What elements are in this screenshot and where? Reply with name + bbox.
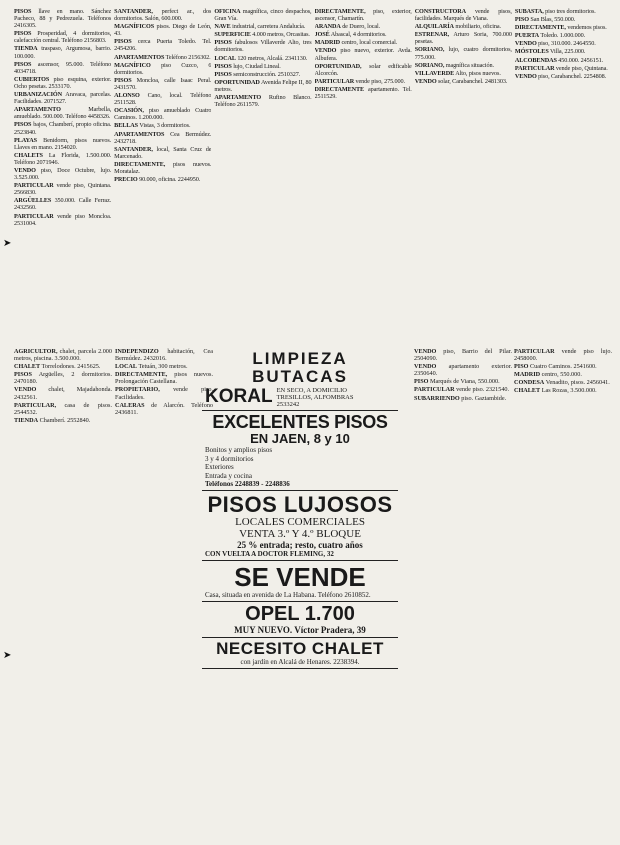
classified-ad — [14, 402, 112, 416]
classified-ad-lead: PISO — [514, 363, 529, 371]
classified-ad-text: piso, Doce Octubre, lujo. 3.525.000. — [14, 166, 112, 182]
classified-ad-lead: PROPIETARIO, — [115, 386, 160, 394]
classified-ad — [114, 54, 211, 61]
classified-ad-lead: APARTAMENTOS — [114, 53, 165, 61]
classified-ad-text: chalet, parcela 2.000 metros, piscina. 3.500.000. — [14, 348, 112, 363]
classified-ad — [515, 73, 612, 80]
classified-ad — [115, 371, 213, 385]
classified-ad-text: 350.000. Calle Ferraz. 2432560. — [14, 197, 112, 212]
classified-ad — [315, 39, 412, 46]
classified-ad-lead: PRECIO — [114, 176, 138, 184]
classified-ad-lead: NAVE — [214, 23, 231, 31]
classified-ad-text: piso Cuzco, 6 dormitorios. — [114, 61, 212, 76]
classified-ad-lead: PISOS — [214, 70, 232, 78]
classified-ad-lead: VENDO — [414, 77, 437, 85]
classified-ad — [14, 61, 111, 75]
classified-ad-lead: SUBARRIENDO — [414, 394, 460, 402]
classified-ad-lead: CHALETS — [14, 151, 43, 159]
classified-ad-text: Benidorm, pisos nuevos. Llaves en mano. 2154020. — [14, 136, 112, 151]
ad-lujo-title: PISOS LUJOSOS — [207, 492, 393, 517]
classified-ad-lead: OCASIÓN, — [114, 107, 144, 115]
classified-ad-text: bajos, Chamberí, propio oficina. 2523840. — [14, 121, 112, 136]
classified-ad-text: habitación, Cea Bermúdez. 2432016. — [115, 348, 213, 363]
classified-ad — [114, 122, 211, 129]
ad-lujo-terms: 25 % entrada; resto, cuatro años — [237, 540, 363, 550]
classified-ad-lead: ARANDA — [314, 23, 341, 31]
ad-chalet-title: NECESITO CHALET — [216, 639, 384, 658]
classified-ad-text: piso, exterior, ascensor, Chamartín. — [314, 8, 412, 23]
classified-ad-text: Abascal, 4 dormitorios. — [330, 31, 387, 39]
lower-column-6 — [514, 348, 612, 838]
classified-ad-lead: PISOS — [14, 121, 32, 129]
classified-ad — [114, 146, 211, 160]
classified-ad-lead: DIRECTAMENTE, — [514, 24, 566, 32]
classified-ad — [115, 386, 213, 400]
classified-ad-text: vende piso, Quintana. — [555, 64, 608, 72]
classified-ad-text: Marbella, amueblado. 500.000. Teléfono 4458326. — [14, 106, 112, 121]
classified-ad-text: San Blas, 550.000. — [530, 16, 576, 24]
classified-ad-text: 120 metros, Alcalá. 2341130. — [237, 54, 308, 62]
classified-ad-lead: MAGNÍFICO — [114, 61, 151, 69]
classified-ad-text: fabulosos Villaverde Alto, tres dormitorios. — [214, 39, 312, 54]
classified-ad-lead: CONDESA — [514, 379, 545, 387]
classified-ad — [14, 348, 112, 362]
classified-ad — [14, 76, 111, 90]
classified-ad — [14, 152, 111, 166]
margin-arrow-icon: ➤ — [3, 650, 12, 661]
ad-lujo-sub: LOCALES COMERCIALES — [235, 516, 365, 528]
classified-ad — [115, 363, 213, 370]
classified-ad-lead: URBANIZACIÓN — [14, 91, 62, 99]
classified-ad — [214, 71, 311, 78]
ad-limpieza-line2: TRESILLOS, ALFOMBRAS — [276, 393, 354, 401]
classified-ad-lead: LOCAL — [214, 54, 236, 62]
classified-ad-text: mobiliario, oficina. — [455, 23, 501, 31]
classified-ad — [114, 92, 211, 106]
classified-ad-text: piso, 310.000. 2464550. — [538, 40, 596, 48]
classified-ad-lead: VENDO — [414, 363, 437, 371]
classified-ad-text: vende piso. 2321540. — [456, 386, 510, 394]
classified-ad-lead: SUPERFICIE — [214, 31, 251, 39]
classified-ad — [315, 86, 412, 100]
classified-ad-text: Aravaca, parcelas. Facilidades. 2071527. — [14, 91, 112, 106]
classified-ad — [14, 91, 111, 105]
classified-ad-lead: VILLAVERDE — [414, 69, 455, 77]
classified-ad-lead: SUBASTA, — [514, 8, 544, 15]
classified-ad-lead: TIENDA — [14, 45, 38, 53]
classified-ad — [214, 94, 311, 108]
classified-ad-text: Cea Bermúdez. 2432718. — [114, 130, 212, 145]
classified-ad — [14, 137, 111, 151]
classified-ad-text: Avenida Felipe II, 80 metros. — [214, 78, 312, 93]
classified-ad-text: magnífica situación. — [445, 61, 494, 69]
classified-ad-lead: PARTICULAR, — [14, 401, 57, 409]
classified-ad — [415, 31, 512, 45]
classified-ad-text: apartamento. Tel. 2511529. — [314, 85, 412, 101]
classified-ad — [414, 386, 512, 393]
classified-ad-text: traspaso, Argumosa, barrio. 100.000. — [14, 45, 112, 60]
classified-ad — [114, 131, 211, 145]
classified-ad-text: piso amueblado Cuatro Caminos. 1.200.000. — [114, 107, 212, 122]
classified-ad-text: Venadito, pisos. 2456041. — [545, 379, 610, 387]
ad-lujo-line: CON VUELTA A DOCTOR FLEMING, 32 — [205, 550, 334, 558]
ad-opel — [202, 602, 398, 638]
classified-ad — [14, 213, 111, 227]
classified-ad — [515, 40, 612, 47]
classified-ad-text: solar edificable Alcorcón. — [314, 62, 412, 77]
classified-ad-lead: PISO — [414, 378, 429, 386]
ad-excel-item: Exteriores — [205, 463, 234, 471]
ad-pisos-lujosos — [202, 491, 398, 561]
classified-ad-text: Marqués de Viana, 550.000. — [430, 378, 500, 386]
classified-ad-text: vende pisos, facilidades. Marqués de Viana. — [414, 8, 512, 23]
classified-ad — [14, 386, 112, 400]
classified-ad — [415, 46, 512, 60]
classified-ad-lead: VENDO — [514, 72, 537, 80]
ad-vende-title: SE VENDE — [234, 562, 366, 592]
classified-ad-lead: PISOS — [14, 60, 32, 68]
classified-ad-text: piso, Barrio del Pilar. 2504090. — [414, 348, 512, 363]
classified-ad — [14, 363, 112, 370]
classified-ad-lead: APARTAMENTO — [214, 94, 262, 102]
classified-ad-text: vende piso, 275.000. — [355, 77, 405, 85]
classified-ad-text: Torrelodones. 2415625. — [41, 363, 101, 371]
classified-ad-text: Villa, 225.000. — [550, 48, 586, 56]
classified-ad — [515, 32, 612, 39]
classified-ad — [415, 62, 512, 69]
classifieds-upper-columns — [14, 8, 612, 348]
classified-ad-text: vende piso lujo. 2458000. — [514, 348, 612, 363]
classified-ad — [515, 16, 612, 23]
classified-ad — [214, 31, 311, 38]
classified-ad-text: industrial, carretera Andalucía. — [232, 23, 306, 31]
classified-ad-lead: PISOS — [214, 62, 232, 70]
classified-ad-lead: ALCOBENDAS — [514, 56, 557, 64]
classified-ad-text: piso nuevo, exterior. Avda. Albufera. — [314, 47, 412, 62]
classified-ad — [214, 8, 311, 22]
ad-chalet-text: con jardín en Alcalá de Henares. 2238394. — [240, 658, 360, 666]
classified-ad-text: 450.000. 2456151. — [558, 56, 604, 64]
classified-ad-lead: PARTICULAR — [514, 64, 555, 72]
ad-excel-item: Bonitos y amplios pisos — [205, 446, 273, 454]
column-6 — [515, 8, 612, 348]
classified-ad-lead: VENDO — [414, 348, 437, 355]
classified-ad-lead: OPORTUNIDAD, — [314, 62, 362, 70]
classified-ad — [114, 176, 211, 183]
classified-ad — [514, 363, 612, 370]
classified-ad — [14, 197, 111, 211]
ad-opel-title: OPEL 1.700 — [245, 603, 355, 625]
classified-ad — [14, 45, 111, 59]
classified-ad — [114, 8, 211, 22]
classified-ad-text: magnífica, cinco despachos, Gran Vía. — [214, 8, 312, 23]
classified-ad — [414, 395, 512, 402]
ad-excel-item: 3 y 4 dormitorios — [205, 454, 254, 463]
column-1 — [14, 8, 111, 348]
classified-ad — [214, 79, 311, 93]
classified-ad-lead: OPORTUNIDAD — [214, 78, 260, 86]
ad-excel-item: Entrada y cocina — [205, 471, 253, 480]
classified-ad — [315, 63, 412, 77]
ad-excelentes-pisos — [202, 411, 398, 491]
classified-ad-text: ascensor, 95.000. Teléfono 4034718. — [14, 60, 112, 75]
classified-ad-lead: PLAYAS — [14, 136, 38, 144]
classified-ad — [114, 161, 211, 175]
classified-ad-text: centro, local comercial. — [341, 39, 398, 47]
classified-ad — [315, 47, 412, 61]
classified-ad-lead: APARTAMENTOS — [114, 130, 165, 138]
classified-ad — [315, 78, 412, 85]
classified-ad-text: llave en mano. Sánchez Pacheco, 88 y Pedrezuela. Teléfonos 2416305. — [14, 8, 112, 30]
classified-ad-lead: PARTICULAR — [514, 348, 555, 355]
classified-ad — [415, 8, 512, 22]
lower-column-5 — [414, 348, 512, 838]
classified-ad-text: Cuatro Caminos. 2541600. — [530, 363, 597, 371]
classified-ad-text: Arturo Soria, 700.000 pesetas. — [414, 31, 512, 46]
classified-ad — [14, 182, 111, 196]
classified-ad-text: lujo, Ciudad Lineal. — [233, 62, 281, 70]
classified-ad-text: cerca Puerta Toledo. Tel. 2454206. — [114, 38, 212, 53]
ad-excel-sub: EN JAEN, 8 y 10 — [250, 431, 350, 446]
classified-ad-text: Las Rozas, 3.500.000. — [541, 387, 597, 395]
classified-ad-text: piso. Gaztambide. — [461, 394, 507, 402]
classified-ad-lead: SANTANDER, — [114, 145, 153, 153]
classified-ad-lead: ALQUILARÍA — [414, 23, 454, 31]
classified-ad — [115, 402, 213, 416]
classified-ad-lead: MAGNÍFICOS — [114, 23, 155, 31]
ad-vende-text: Casa, situada en avenida de La Habana. Teléfono 2610852. — [205, 591, 371, 599]
classified-ad — [114, 77, 211, 91]
classified-ad-text: Argüelles, 2 dormitorios. 2470180. — [14, 371, 112, 386]
classified-ad — [214, 23, 311, 30]
classified-ad-lead: PARTICULAR — [314, 77, 355, 85]
classified-ad-lead: AGRICULTOR, — [14, 348, 58, 355]
classified-ad — [14, 106, 111, 120]
classified-ad-lead: DIRECTAMENTE, — [114, 160, 166, 168]
classified-ad-lead: MÓSTOLES — [514, 48, 549, 56]
classified-ad-lead: JOSÉ — [314, 31, 330, 39]
classified-ad-text: vende piso. Facilidades. — [115, 386, 213, 401]
classified-ad — [214, 39, 311, 53]
classified-ad-text: Chamberí. 2552840. — [39, 416, 91, 424]
classified-ad — [115, 348, 213, 362]
classified-ad-lead: PARTICULAR — [14, 212, 54, 220]
classified-ad — [214, 55, 311, 62]
classified-ad-lead: DIRECTAMENTE, — [314, 8, 366, 15]
classified-ad — [14, 30, 111, 44]
classified-ad-text: pisos nuevos. Moratalaz. — [114, 160, 212, 175]
classified-ad-text: Teléfono 2156302. — [165, 53, 211, 61]
classified-ad-lead: ARGÜELLES — [14, 197, 52, 205]
classified-ad-lead: SORIANO, — [414, 61, 445, 69]
ad-opel-text: MUY NUEVO. Víctor Pradera, 39 — [234, 625, 366, 635]
classified-ad-text: pisos nuevos. Prolongación Castellana. — [115, 371, 213, 386]
lower-column-2 — [115, 348, 213, 838]
classified-ad-text: 90.000, oficina. 2244950. — [139, 176, 201, 184]
classified-ad — [414, 348, 512, 362]
classified-ad-text: Vistas, 3 dormitorios. — [139, 122, 191, 130]
classified-ad-text: piso, Carabanchel. 2254808. — [538, 72, 607, 80]
classified-ad — [414, 363, 512, 377]
classified-ad — [515, 57, 612, 64]
classified-ad-text: Cano, local. Teléfono 2511528. — [114, 92, 212, 107]
classified-ad — [114, 62, 211, 76]
classified-ad — [415, 70, 512, 77]
classified-ad-text: Tetuán, 300 metros. — [138, 363, 188, 371]
classified-ad-text: pisos. Diego de León, 43. — [114, 23, 212, 38]
ad-se-vende — [202, 561, 398, 602]
column-5 — [415, 8, 512, 348]
classified-ad — [315, 23, 412, 30]
ad-excel-title: EXCELENTES PISOS — [212, 412, 388, 432]
classified-ad-lead: PISOS — [14, 30, 32, 38]
classified-ad — [515, 48, 612, 55]
classified-ad-lead: SANTANDER, — [114, 8, 153, 15]
classified-ad-lead: PISOS — [114, 76, 132, 84]
classified-ad-text: local, Santa Cruz de Marcenado. — [114, 145, 212, 160]
classified-ad-lead: ALONSO — [114, 92, 140, 100]
classified-ad-text: vende piso, Quintana. 2566830. — [14, 182, 112, 197]
classified-ad — [14, 371, 112, 385]
classified-ad-text: Rufino Blanco. Teléfono 2611579. — [214, 94, 312, 109]
classified-ad-lead: PISOS — [14, 8, 32, 15]
classified-ad-text: Prosperidad, 4 dormitorios, calefacción central. Teléfono 2156803. — [14, 30, 112, 45]
classified-ad-lead: PISOS — [14, 371, 32, 379]
classified-ad — [315, 8, 412, 22]
classified-ad-lead: VENDO — [14, 166, 36, 174]
classified-ad — [14, 8, 111, 29]
classified-ad-lead: INDEPENDIZO — [115, 348, 159, 355]
classified-ad-lead: CONSTRUCTORA — [414, 8, 466, 15]
classified-ad-text: piso esquina, exterior. Ocho pesetas. 2533170. — [14, 75, 112, 90]
classified-ad — [515, 65, 612, 72]
classified-ad — [514, 371, 612, 378]
classified-ad — [14, 417, 112, 424]
classified-ad-text: centro, 550.000. — [541, 371, 582, 379]
classified-ad — [214, 63, 311, 70]
classified-ad-lead: MADRID — [314, 39, 341, 47]
classified-ad-text: La Florida, 1.500.000. Teléfono 2071946. — [14, 151, 112, 166]
classified-ad-lead: PARTICULAR — [14, 182, 54, 190]
classified-ad-lead: OFICINA — [214, 8, 241, 15]
classified-ad-lead: PISO — [514, 16, 529, 24]
column-3 — [214, 8, 311, 348]
classified-ad-text: Alto, pisos nuevos. — [455, 69, 501, 77]
display-ads — [202, 348, 398, 669]
classified-ad-text: de Alarcón. Teléfono 2436811. — [115, 401, 213, 416]
classified-ad-lead: TIENDA — [14, 416, 39, 424]
ad-necesito-chalet — [202, 638, 398, 669]
classified-ad — [14, 167, 111, 181]
ad-limpieza-butacas — [202, 348, 398, 411]
classified-ad-text: vende piso Moncloa. 2531004. — [14, 212, 112, 227]
classified-ad-lead: DIRECTAMENTE, — [115, 371, 168, 379]
classified-ad-lead: LOCAL — [115, 363, 138, 371]
classified-ad — [315, 31, 412, 38]
classified-ad — [514, 379, 612, 386]
classified-ad-lead: ESTRENAR, — [414, 31, 450, 39]
classified-ad-text: 4.000 metros, Orcasitas. — [252, 31, 310, 39]
classified-ad-text: lujo, cuatro dormitorios, 775.000. — [414, 46, 512, 61]
classified-ad-lead: CHALET — [14, 363, 41, 371]
classified-ad — [515, 8, 612, 15]
classified-ad-text: vendemos pisos. — [567, 24, 607, 32]
classified-ad — [515, 24, 612, 31]
ad-limpieza-brand: KORAL — [205, 386, 273, 407]
classified-ad-text: semiconstrucción. 2510327. — [233, 70, 301, 78]
classified-ad-lead: MADRID — [514, 371, 541, 379]
margin-arrow-icon: ➤ — [3, 238, 12, 249]
classified-ad-lead: PARTICULAR — [414, 386, 455, 394]
classified-ad-lead: PUERTA — [514, 32, 540, 40]
classified-ad-text: piso tres dormitorios. — [545, 8, 596, 15]
ad-limpieza-line1: EN SECO, A DOMICILIO — [276, 386, 347, 394]
classified-ad-text: Toledo. 1.000.000. — [540, 32, 586, 40]
classified-ad-text: casa de pisos. 2544532. — [14, 401, 112, 416]
classified-ad-text: chalet, Majadahonda. 2432561. — [14, 386, 112, 401]
classified-ad-lead: BELLAS — [114, 122, 138, 130]
classified-ad — [114, 38, 211, 52]
classified-ad-text: apartamento exterior. 2350640. — [414, 363, 512, 378]
classified-ad-lead: VENDO — [514, 40, 537, 48]
lower-column-1 — [14, 348, 112, 838]
classified-ad-lead: CALERAS — [115, 401, 145, 409]
classified-ad-text: solar, Carabanchel. 2481303. — [438, 77, 508, 85]
classified-ad-lead: VENDO — [314, 47, 337, 55]
classified-ad — [414, 378, 512, 385]
classified-ad — [114, 107, 211, 121]
ad-excel-phone: Teléfonos 2248839 - 2248836 — [205, 480, 290, 488]
ad-limpieza-title: LIMPIEZA BUTACAS — [252, 349, 348, 386]
classified-ad-lead: CUBIERTOS — [14, 75, 50, 83]
classified-ad — [14, 121, 111, 135]
classified-ad — [415, 23, 512, 30]
classified-ad — [514, 387, 612, 394]
ad-limpieza-phone: 2533242 — [276, 400, 300, 408]
column-4 — [315, 8, 412, 348]
classified-ad — [415, 78, 512, 85]
classified-ad-lead: DIRECTAMENTE — [314, 85, 365, 93]
classified-ad-lead: PISOS — [214, 39, 232, 47]
classified-ad — [514, 348, 612, 362]
classified-ad-lead: SORIANO, — [414, 46, 445, 54]
classified-ad-text: Moncloa, calle Isaac Peral. 2431570. — [114, 76, 212, 91]
classified-ad-lead: CHALET — [514, 387, 541, 395]
classified-ad-text: perfect ar., dos dormitorios. Salón, 600.000. — [114, 8, 212, 23]
ad-lujo-sub2: VENTA 3.º Y 4.º BLOQUE — [239, 528, 361, 540]
classified-ad-text: de Duero, local. — [342, 23, 381, 31]
classified-ad-lead: PISOS — [114, 38, 132, 46]
classified-ad — [114, 23, 211, 37]
classified-ad-lead: APARTAMENTO — [14, 106, 61, 114]
column-2 — [114, 8, 211, 348]
classified-ad-lead: VENDO — [14, 386, 37, 394]
